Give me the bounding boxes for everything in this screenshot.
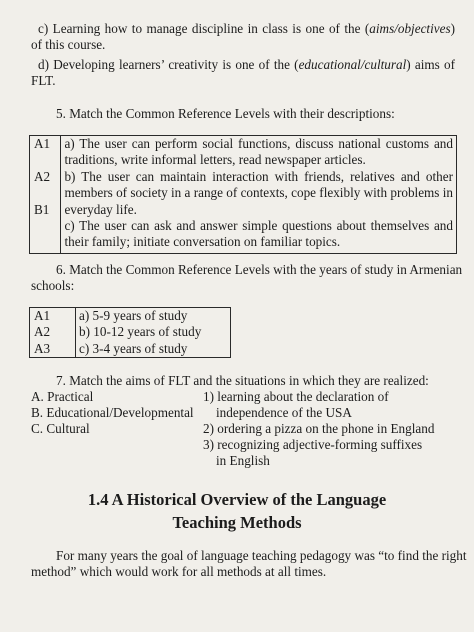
ex6-table-row	[30, 308, 231, 358]
section-heading-line2: Teaching Methods	[172, 513, 302, 532]
ex6-level-a1: A1	[34, 308, 51, 323]
intro-paragraph	[31, 548, 467, 581]
ex6-title-line2: schools:	[31, 278, 75, 294]
ex7-situation-3-cont: in English	[216, 453, 270, 468]
item-c	[31, 21, 455, 54]
ex7-situation-1: 1) learning about the declaration of	[203, 389, 389, 404]
ex7-situation-2: 2) ordering a pizza on the phone in England	[203, 421, 435, 436]
ex5-desc-b-line3: everyday life.	[64, 201, 137, 217]
ex7-situation-3: 3) recognizing adjective-forming suffixes	[203, 437, 423, 452]
ex5-desc-a-line1: a) The user can perform social functions, discuss national customs and	[64, 136, 453, 151]
ex6-title-line1: 6. Match the Common Reference Levels with the years of study in Armenian	[56, 262, 463, 277]
ex5-title: 5. Match the Common Reference Levels with their descriptions:	[56, 106, 395, 121]
ex5-desc-b-line2: members of society in a range of contexts, cope flexibly with problems in	[64, 185, 453, 201]
ex7-situation-1-cont: independence of the USA	[216, 405, 352, 420]
ex6-years-c: c) 3-4 years of study	[79, 340, 188, 356]
ex5-desc-a-line2: traditions, write informal letters, read newspaper articles.	[64, 152, 366, 168]
ex6-years-b: b) 10-12 years of study	[79, 324, 202, 340]
ex7-aim-practical: A. Practical	[31, 389, 94, 404]
ex6-level-a2: A2	[34, 324, 51, 340]
intro-paragraph-line1: For many years the goal of language teaching pedagogy was “to find the right	[56, 548, 467, 563]
ex5-table-row	[30, 136, 457, 254]
ex5-desc-b-line1: b) The user can maintain interaction with friends, relatives and other	[64, 168, 453, 184]
ex7-aim-cultural: C. Cultural	[31, 421, 90, 436]
ex5-level-a2: A2	[34, 168, 51, 184]
ex6-table	[29, 307, 231, 358]
ex6-level-a3: A3	[34, 340, 51, 356]
ex6-years-a: a) 5-9 years of study	[79, 308, 188, 323]
ex5-descriptions-cell	[61, 136, 457, 254]
intro-paragraph-line2: method” which would work for all methods at all times.	[31, 564, 327, 580]
ex5-level-b1: B1	[34, 201, 50, 217]
item-c-line2: of this course.	[31, 37, 106, 53]
ex5-level-a1: A1	[34, 136, 51, 151]
ex5-table	[29, 135, 457, 254]
ex7-title: 7. Match the aims of FLT and the situations in which they are realized:	[56, 373, 429, 388]
section-heading-line1: 1.4 A Historical Overview of the Language	[87, 490, 387, 509]
ex5-desc-c-line1: c) The user can ask and answer simple questions about themselves and	[64, 218, 453, 234]
item-d-line2: FLT.	[31, 73, 56, 89]
ex7-aim-educational: B. Educational/Developmental	[31, 405, 194, 420]
ex5-desc-c-line2: their family; initiate conversation on familiar topics.	[64, 234, 341, 250]
ex6-levels-cell	[30, 308, 76, 358]
item-d-line1: d) Developing learners’ creativity is one of the (educational/cultural) aims of	[38, 57, 455, 72]
item-d	[31, 57, 455, 90]
ex6-years-cell	[76, 308, 231, 358]
ex5-levels-cell	[30, 136, 61, 254]
ex6-title	[31, 262, 463, 295]
item-c-line1: c) Learning how to manage discipline in class is one of the (aims/objectives)	[38, 21, 455, 36]
